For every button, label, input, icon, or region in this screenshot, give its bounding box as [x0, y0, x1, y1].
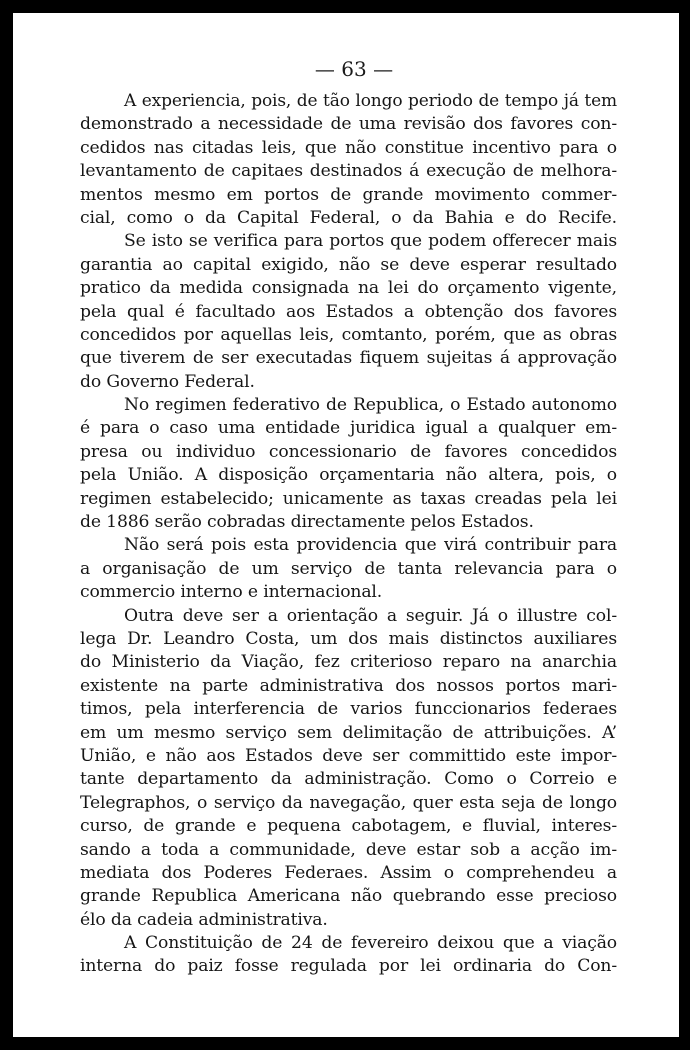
text-line: que tiverem de ser executadas fiquem sujeitas á approvação [80, 348, 617, 369]
text-line: levantamento de capitaes destinados á execução de melhora- [80, 161, 617, 182]
text-line: No regimen federativo de Republica, o Estado autonomo [124, 395, 617, 416]
text-line: União, e não aos Estados deve ser committido este impor- [80, 745, 617, 766]
text-line: élo da cadeia administrativa. [80, 909, 328, 930]
text-line: grande Republica Americana não quebrando esse precioso [80, 886, 617, 907]
text-line: demonstrado a necessidade de uma revisão dos favores con- [80, 114, 617, 135]
text-line: existente na parte administrativa dos nossos portos mari- [80, 675, 617, 696]
text-line: sando a toda a communidade, deve estar sob a acção im- [80, 839, 617, 860]
text-line: A experiencia, pois, de tão longo periodo de tempo já tem [124, 91, 617, 111]
text-line: interna do paiz fosse regulada por lei ordinaria do Con- [80, 956, 617, 977]
book-page [13, 13, 679, 1037]
text-line: regimen estabelecido; unicamente as taxas creadas pela lei [80, 488, 617, 509]
text-line: garantia ao capital exigido, não se deve esperar resultado [80, 254, 617, 275]
text-line: tante departamento da administração. Como o Correio e [80, 769, 617, 790]
text-line: a organisação de um serviço de tanta relevancia para o [80, 558, 617, 579]
text-line: de 1886 serão cobradas directamente pelos Estados. [80, 512, 534, 533]
text-line: Não será pois esta providencia que virá contribuir para [124, 535, 617, 556]
text-line: lega Dr. Leandro Costa, um dos mais distinctos auxiliares [80, 628, 617, 649]
text-line: cedidos nas citadas leis, que não constitue incentivo para o [80, 137, 617, 158]
page-number: — 63 — [314, 57, 394, 81]
text-line: Outra deve ser a orientação a seguir. Já o illustre col- [124, 605, 617, 626]
text-line: concedidos por aquellas leis, comtanto, porém, que as obras [80, 324, 617, 345]
text-line: do Ministerio da Viação, fez criterioso reparo na anarchia [80, 652, 617, 673]
text-line: timos, pela interferencia de varios funccionarios federaes [80, 699, 617, 720]
text-line: commercio interno e internacional. [80, 582, 383, 603]
text-line: A Constituição de 24 de fevereiro deixou que a viação [124, 933, 617, 954]
text-line: pratico da medida consignada na lei do orçamento vigente, [80, 278, 617, 299]
text-line: Telegraphos, o serviço da navegação, quer esta seja de longo [80, 792, 617, 813]
body-text [80, 90, 617, 979]
text-line: do Governo Federal. [80, 371, 255, 392]
text-line: em um mesmo serviço sem delimitação de attribuições. A’ [80, 722, 617, 743]
text-line: curso, de grande e pequena cabotagem, e fluvial, interes- [80, 816, 617, 837]
text-line: pela União. A disposição orçamentaria não altera, pois, o [80, 465, 617, 486]
text-line: Se isto se verifica para portos que podem offerecer mais [124, 231, 617, 252]
text-line: cial, como o da Capital Federal, o da Bahia e do Recife. [80, 207, 617, 228]
text-line: presa ou individuo concessionario de favores concedidos [80, 441, 617, 462]
text-line: mediata dos Poderes Federaes. Assim o comprehendeu a [80, 862, 617, 883]
text-line: é para o caso uma entidade juridica igual a qualquer em- [80, 418, 617, 439]
text-line: pela qual é facultado aos Estados a obtenção dos favores [80, 301, 617, 322]
text-line: mentos mesmo em portos de grande movimento commer- [80, 184, 617, 205]
